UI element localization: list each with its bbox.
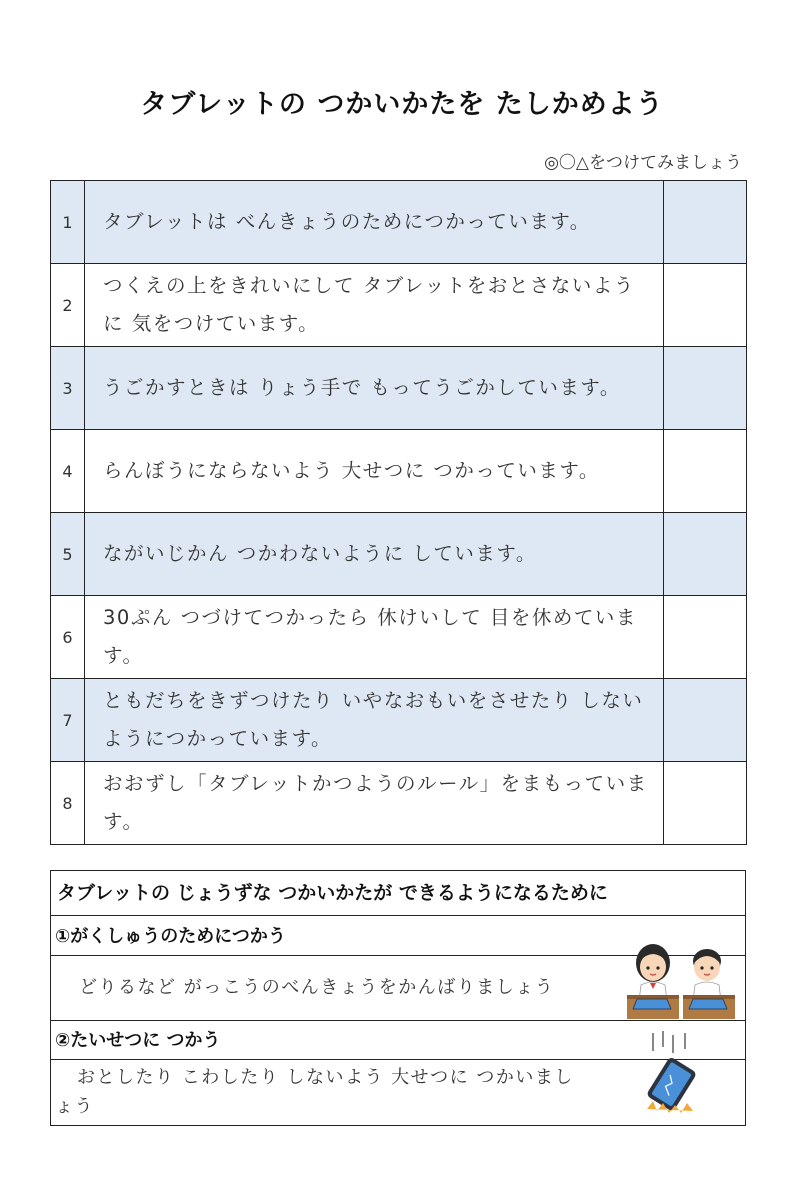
item-text: らんぼうにならないよう 大せつに つかっています。 <box>85 430 664 513</box>
item-number: 3 <box>51 347 85 430</box>
mark-cell[interactable] <box>664 679 747 762</box>
section2-body: おとしたり こわしたり しないよう 大せつに つかいましょう <box>55 1067 574 1117</box>
checklist-row <box>51 264 747 347</box>
page-title: タブレットの つかいかたを たしかめよう <box>140 89 664 120</box>
item-text: つくえの上をきれいにして タブレットをおとさないように 気をつけています。 <box>85 264 664 347</box>
mark-cell[interactable] <box>664 596 747 679</box>
section1-heading: ①がくしゅうのためにつかう <box>55 926 286 947</box>
students-at-desks-icon <box>621 939 741 1025</box>
mark-cell[interactable] <box>664 513 747 596</box>
item-number: 2 <box>51 264 85 347</box>
item-number: 1 <box>51 181 85 264</box>
dropped-tablet-icon <box>635 1031 707 1115</box>
item-text: 30ぷん つづけてつかったら 休けいして 目を休めています。 <box>85 596 664 679</box>
section2-heading: ②たいせつに つかう <box>55 1030 221 1051</box>
checklist-row <box>51 513 747 596</box>
checklist-row <box>51 762 747 845</box>
tips-box <box>50 870 746 1126</box>
instruction-text: ◎〇△をつけてみましょう <box>544 153 742 173</box>
section1-body: どりるなど がっこうのべんきょうをかんばりましょう <box>79 977 555 998</box>
checklist-row <box>51 347 747 430</box>
item-number: 7 <box>51 679 85 762</box>
mark-cell[interactable] <box>664 347 747 430</box>
tips-title: タブレットの じょうずな つかいかたが できるようになるために <box>51 871 745 916</box>
item-number: 4 <box>51 430 85 513</box>
checklist-row <box>51 596 747 679</box>
checklist-row <box>51 430 747 513</box>
item-text: うごかすときは りょう手で もってうごかしています。 <box>85 347 664 430</box>
mark-cell[interactable] <box>664 264 747 347</box>
mark-cell[interactable] <box>664 430 747 513</box>
mark-cell[interactable] <box>664 181 747 264</box>
item-text: ながいじかん つかわないように しています。 <box>85 513 664 596</box>
checklist-table <box>50 180 747 845</box>
checklist-row <box>51 181 747 264</box>
item-number: 5 <box>51 513 85 596</box>
mark-cell[interactable] <box>664 762 747 845</box>
item-number: 8 <box>51 762 85 845</box>
item-text: タブレットは べんきょうのためにつかっています。 <box>85 181 664 264</box>
item-text: ともだちをきずつけたり いやなおもいをさせたり しないようにつかっています。 <box>85 679 664 762</box>
item-number: 6 <box>51 596 85 679</box>
checklist-row <box>51 679 747 762</box>
item-text: おおずし「タブレットかつようのルール」をまもっています。 <box>85 762 664 845</box>
